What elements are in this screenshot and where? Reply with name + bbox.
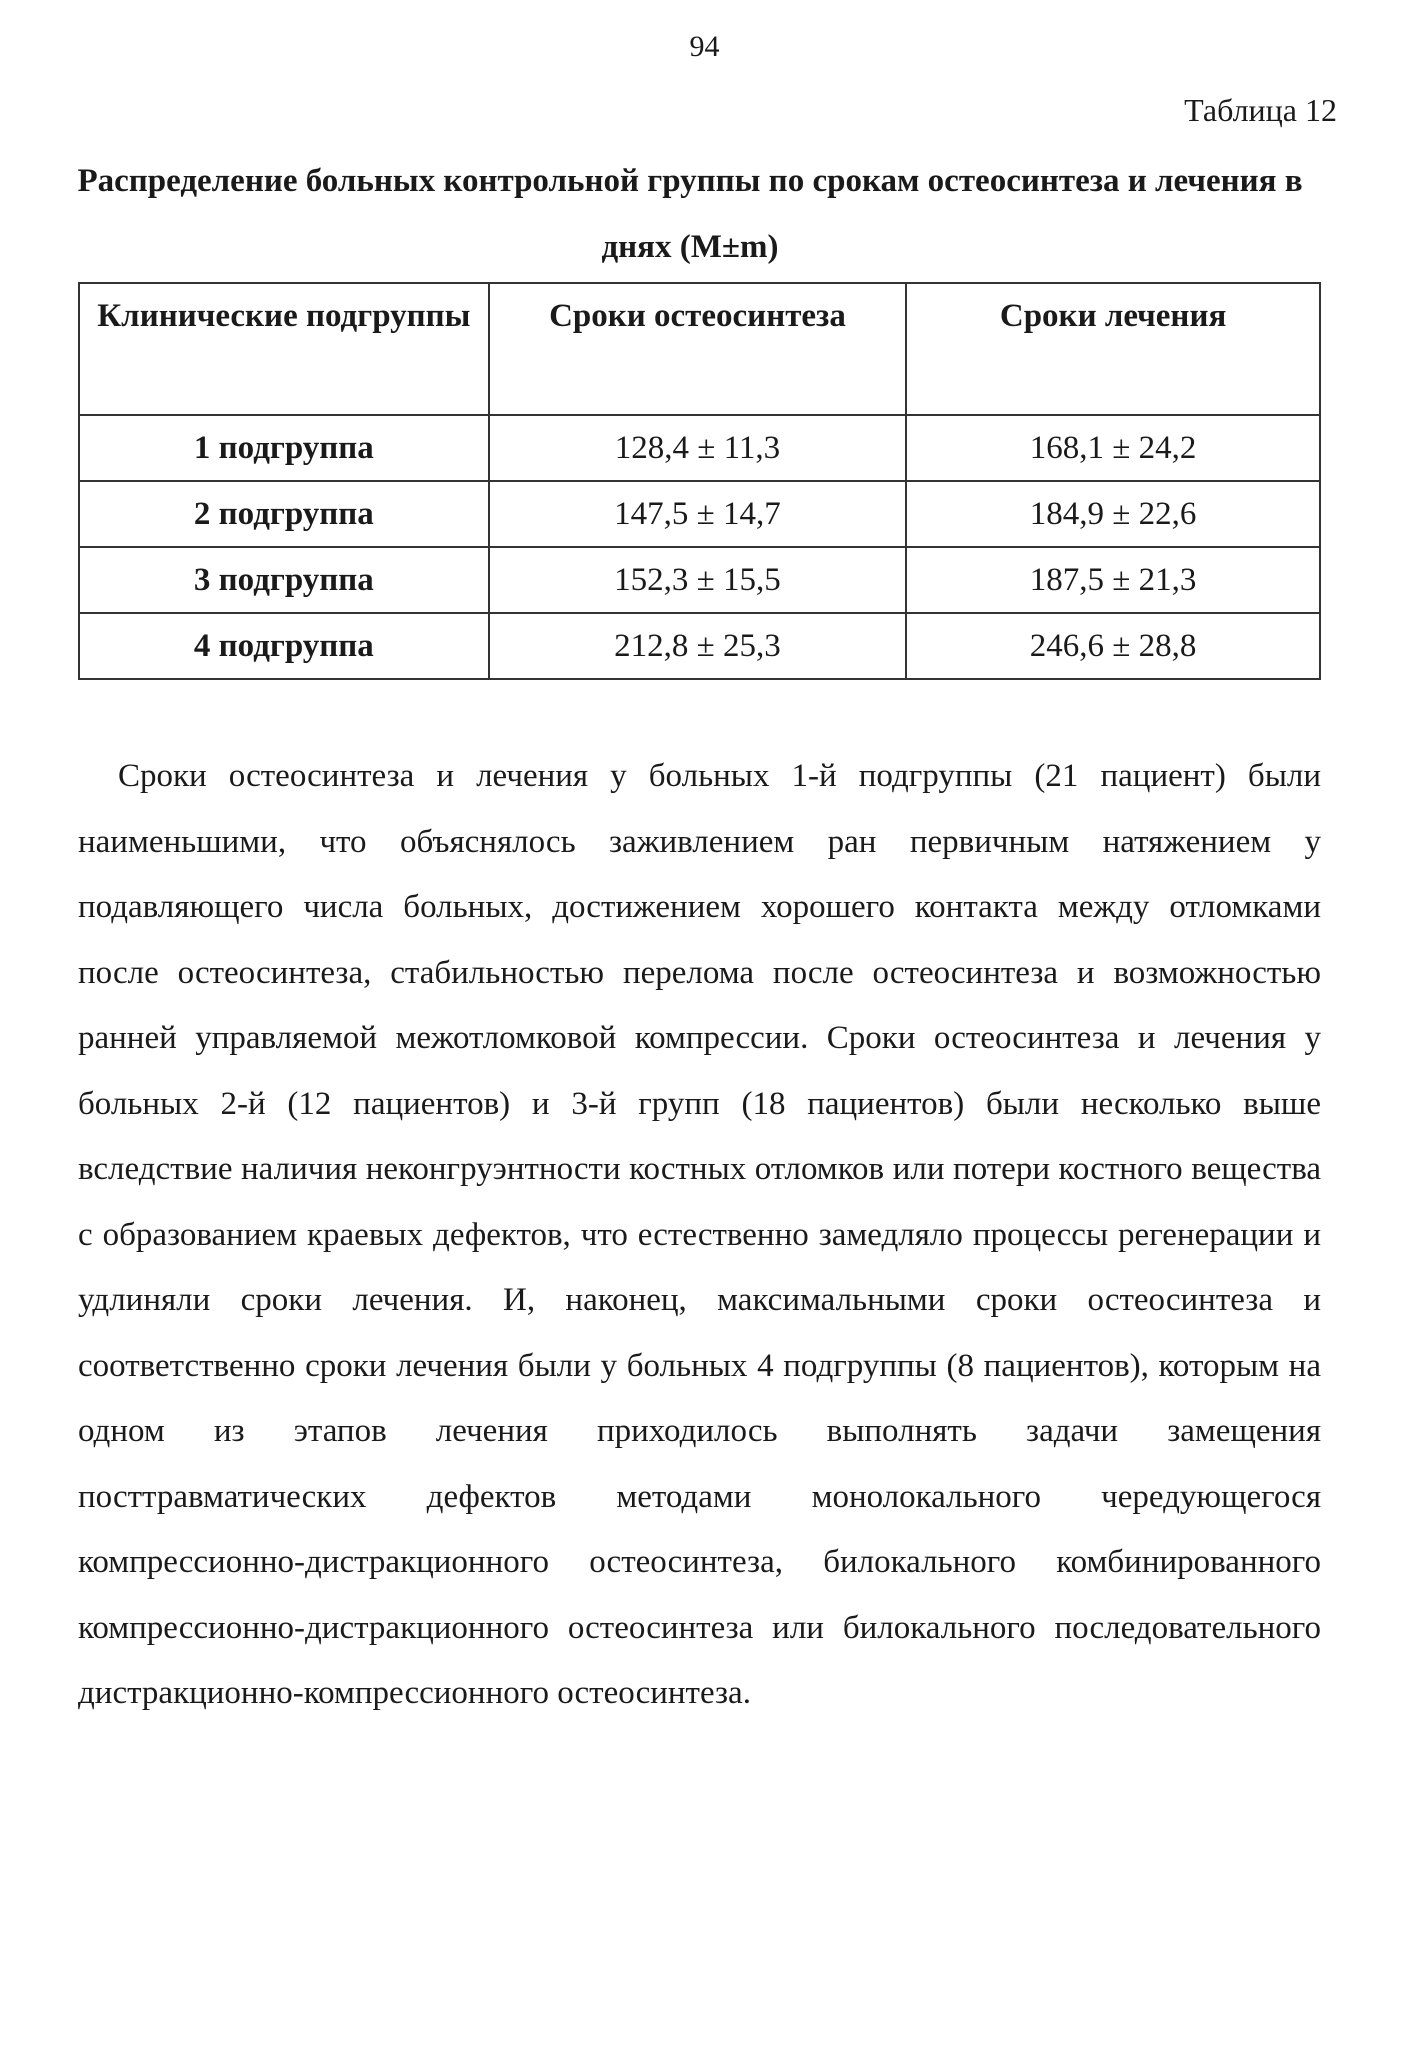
osteosynthesis-cell: 212,8 ± 25,3: [489, 613, 907, 679]
body-paragraph: Сроки остеосинтеза и лечения у больных 1-й подгруппы (21 пациент) были наименьшими, что объяснялось заживлением ран первичным натяжением у подавляющего числа больных, достижением хорошего контакта между отломками после остеосинтеза, стабильностью перелома после остеосинтеза и возможностью ранней управляемой межотломковой компрессии. Сроки остеосинтеза и лечения у больных 2-й (12 пациентов) и 3-й групп (18 пациентов) были несколько выше вследствие наличия неконгруэнтности костных отломков или потери костного вещества с образованием краевых дефектов, что естественно замедляло процессы регенерации и удлиняли сроки лечения. И, наконец, максимальными сроки остеосинтеза и соответственно сроки лечения были у больных 4 подгруппы (8 пациентов), которым на одном из этапов лечения приходилось выполнять задачи замещения посттравматических дефектов методами монолокального чередующегося компрессионно-дистракционного остеосинтеза, билокального комбинированного компрессионно-дистракционного остеосинтеза или билокального последовательного дистракционно-компрессионного остеосинтеза.: [78, 758, 1321, 1711]
table-row: [79, 613, 1320, 679]
data-table: [78, 282, 1321, 680]
subgroup-cell: 4 подгруппа: [79, 613, 489, 679]
header-clinical-subgroups: Клинические подгруппы: [79, 283, 489, 415]
table-row: [79, 547, 1320, 613]
treatment-cell: 168,1 ± 24,2: [906, 415, 1320, 481]
osteosynthesis-cell: 152,3 ± 15,5: [489, 547, 907, 613]
subgroup-cell: 1 подгруппа: [79, 415, 489, 481]
subgroup-cell: 3 подгруппа: [79, 547, 489, 613]
treatment-cell: 246,6 ± 28,8: [906, 613, 1320, 679]
subgroup-cell: 2 подгруппа: [79, 481, 489, 547]
osteosynthesis-cell: 147,5 ± 14,7: [489, 481, 907, 547]
header-osteosynthesis-terms: Сроки остеосинтеза: [489, 283, 907, 415]
page-number: 94: [689, 30, 720, 63]
table-caption: Таблица 12: [1184, 92, 1337, 128]
table-row: [79, 415, 1320, 481]
table-row: [79, 481, 1320, 547]
osteosynthesis-cell: 128,4 ± 11,3: [489, 415, 907, 481]
table-header-row: [79, 283, 1320, 415]
treatment-cell: 184,9 ± 22,6: [906, 481, 1320, 547]
table-title: Распределение больных контрольной группы по срокам остеосинтеза и лечения в днях (M±m): [77, 163, 1303, 265]
treatment-cell: 187,5 ± 21,3: [906, 547, 1320, 613]
header-treatment-terms: Сроки лечения: [906, 283, 1320, 415]
